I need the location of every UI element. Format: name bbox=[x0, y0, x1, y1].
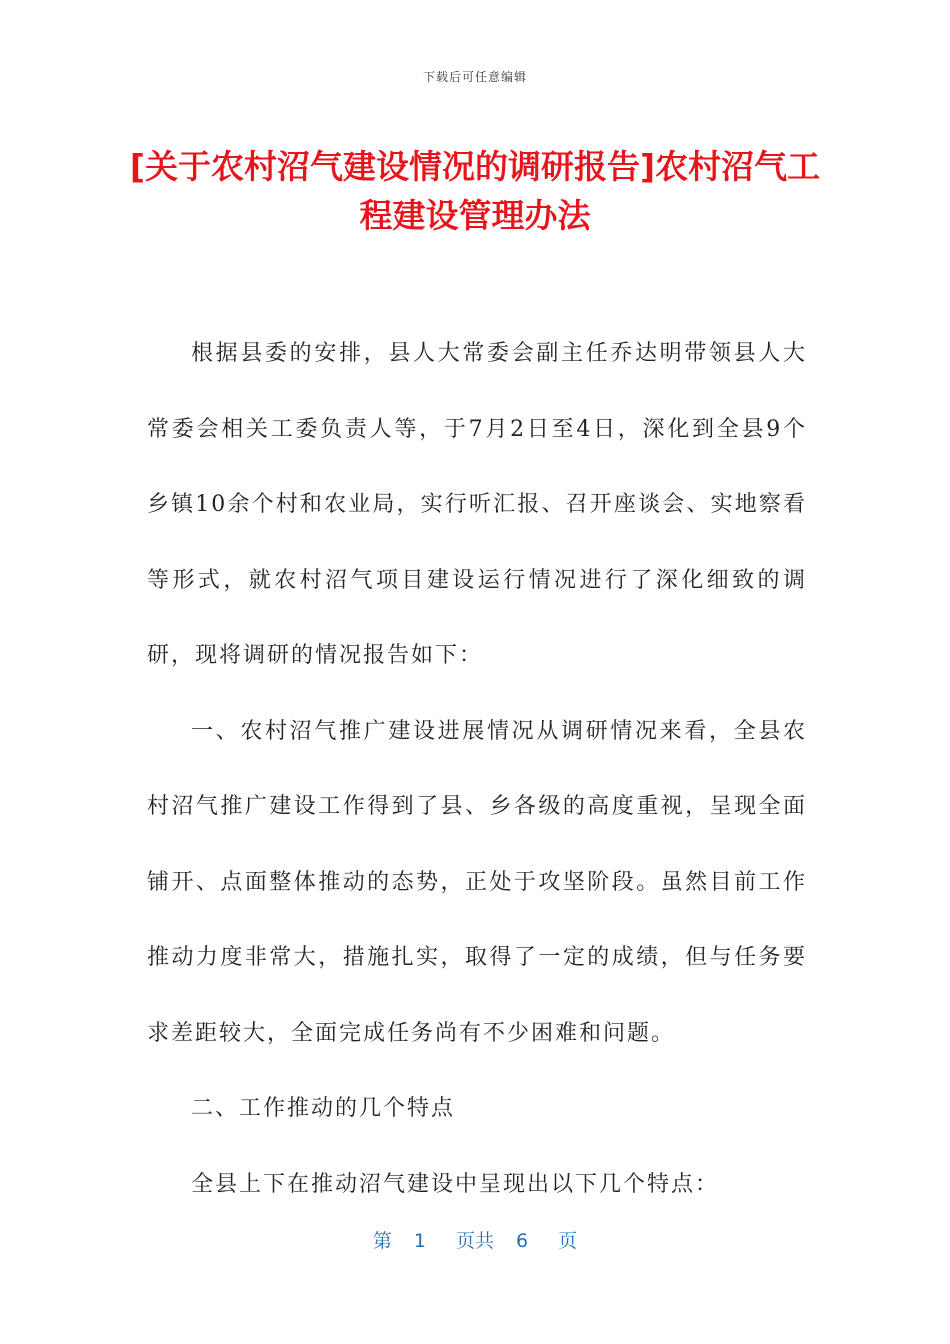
paragraph-section-one: 一、农村沼气推广建设进展情况从调研情况来看，全县农村沼气推广建设工作得到了县、乡各级的高度重视，呈现全面铺开、点面整体推动的态势，正处于攻坚阶段。虽然目前工作推动力度非常大，措施扎实，取得了一定的成绩，但与任务要求差距较大，全面完成任务尚有不少困难和问题。 bbox=[147, 718, 807, 1046]
page-footer bbox=[0, 1226, 950, 1253]
footer-prefix: 第 bbox=[372, 1230, 392, 1252]
footer-mid: 页共 bbox=[455, 1230, 494, 1252]
footer-suffix: 页 bbox=[558, 1230, 578, 1252]
paragraph-section-two-heading: 二、工作推动的几个特点 bbox=[191, 1096, 456, 1121]
footer-total-pages: 6 bbox=[516, 1230, 529, 1252]
document-title: [关于农村沼气建设情况的调研报告]农村沼气工程建设管理办法 bbox=[129, 147, 821, 235]
footer-current-page: 1 bbox=[413, 1230, 426, 1252]
paragraph-intro: 根据县委的安排，县人大常委会副主任乔达明带领县人大常委会相关工委负责人等，于7月2日至4日，深化到全县9个乡镇10余个村和农业局，实行听汇报、召开座谈会、实地察看等形式，就农村沼气项目建设运行情况进行了深化细致的调研，现将调研的情况报告如下： bbox=[147, 341, 807, 668]
document-body bbox=[147, 316, 807, 1222]
paragraph-section-two-intro: 全县上下在推动沼气建设中呈现出以下几个特点： bbox=[191, 1171, 720, 1197]
header-note: 下载后可任意编辑 bbox=[422, 70, 527, 84]
